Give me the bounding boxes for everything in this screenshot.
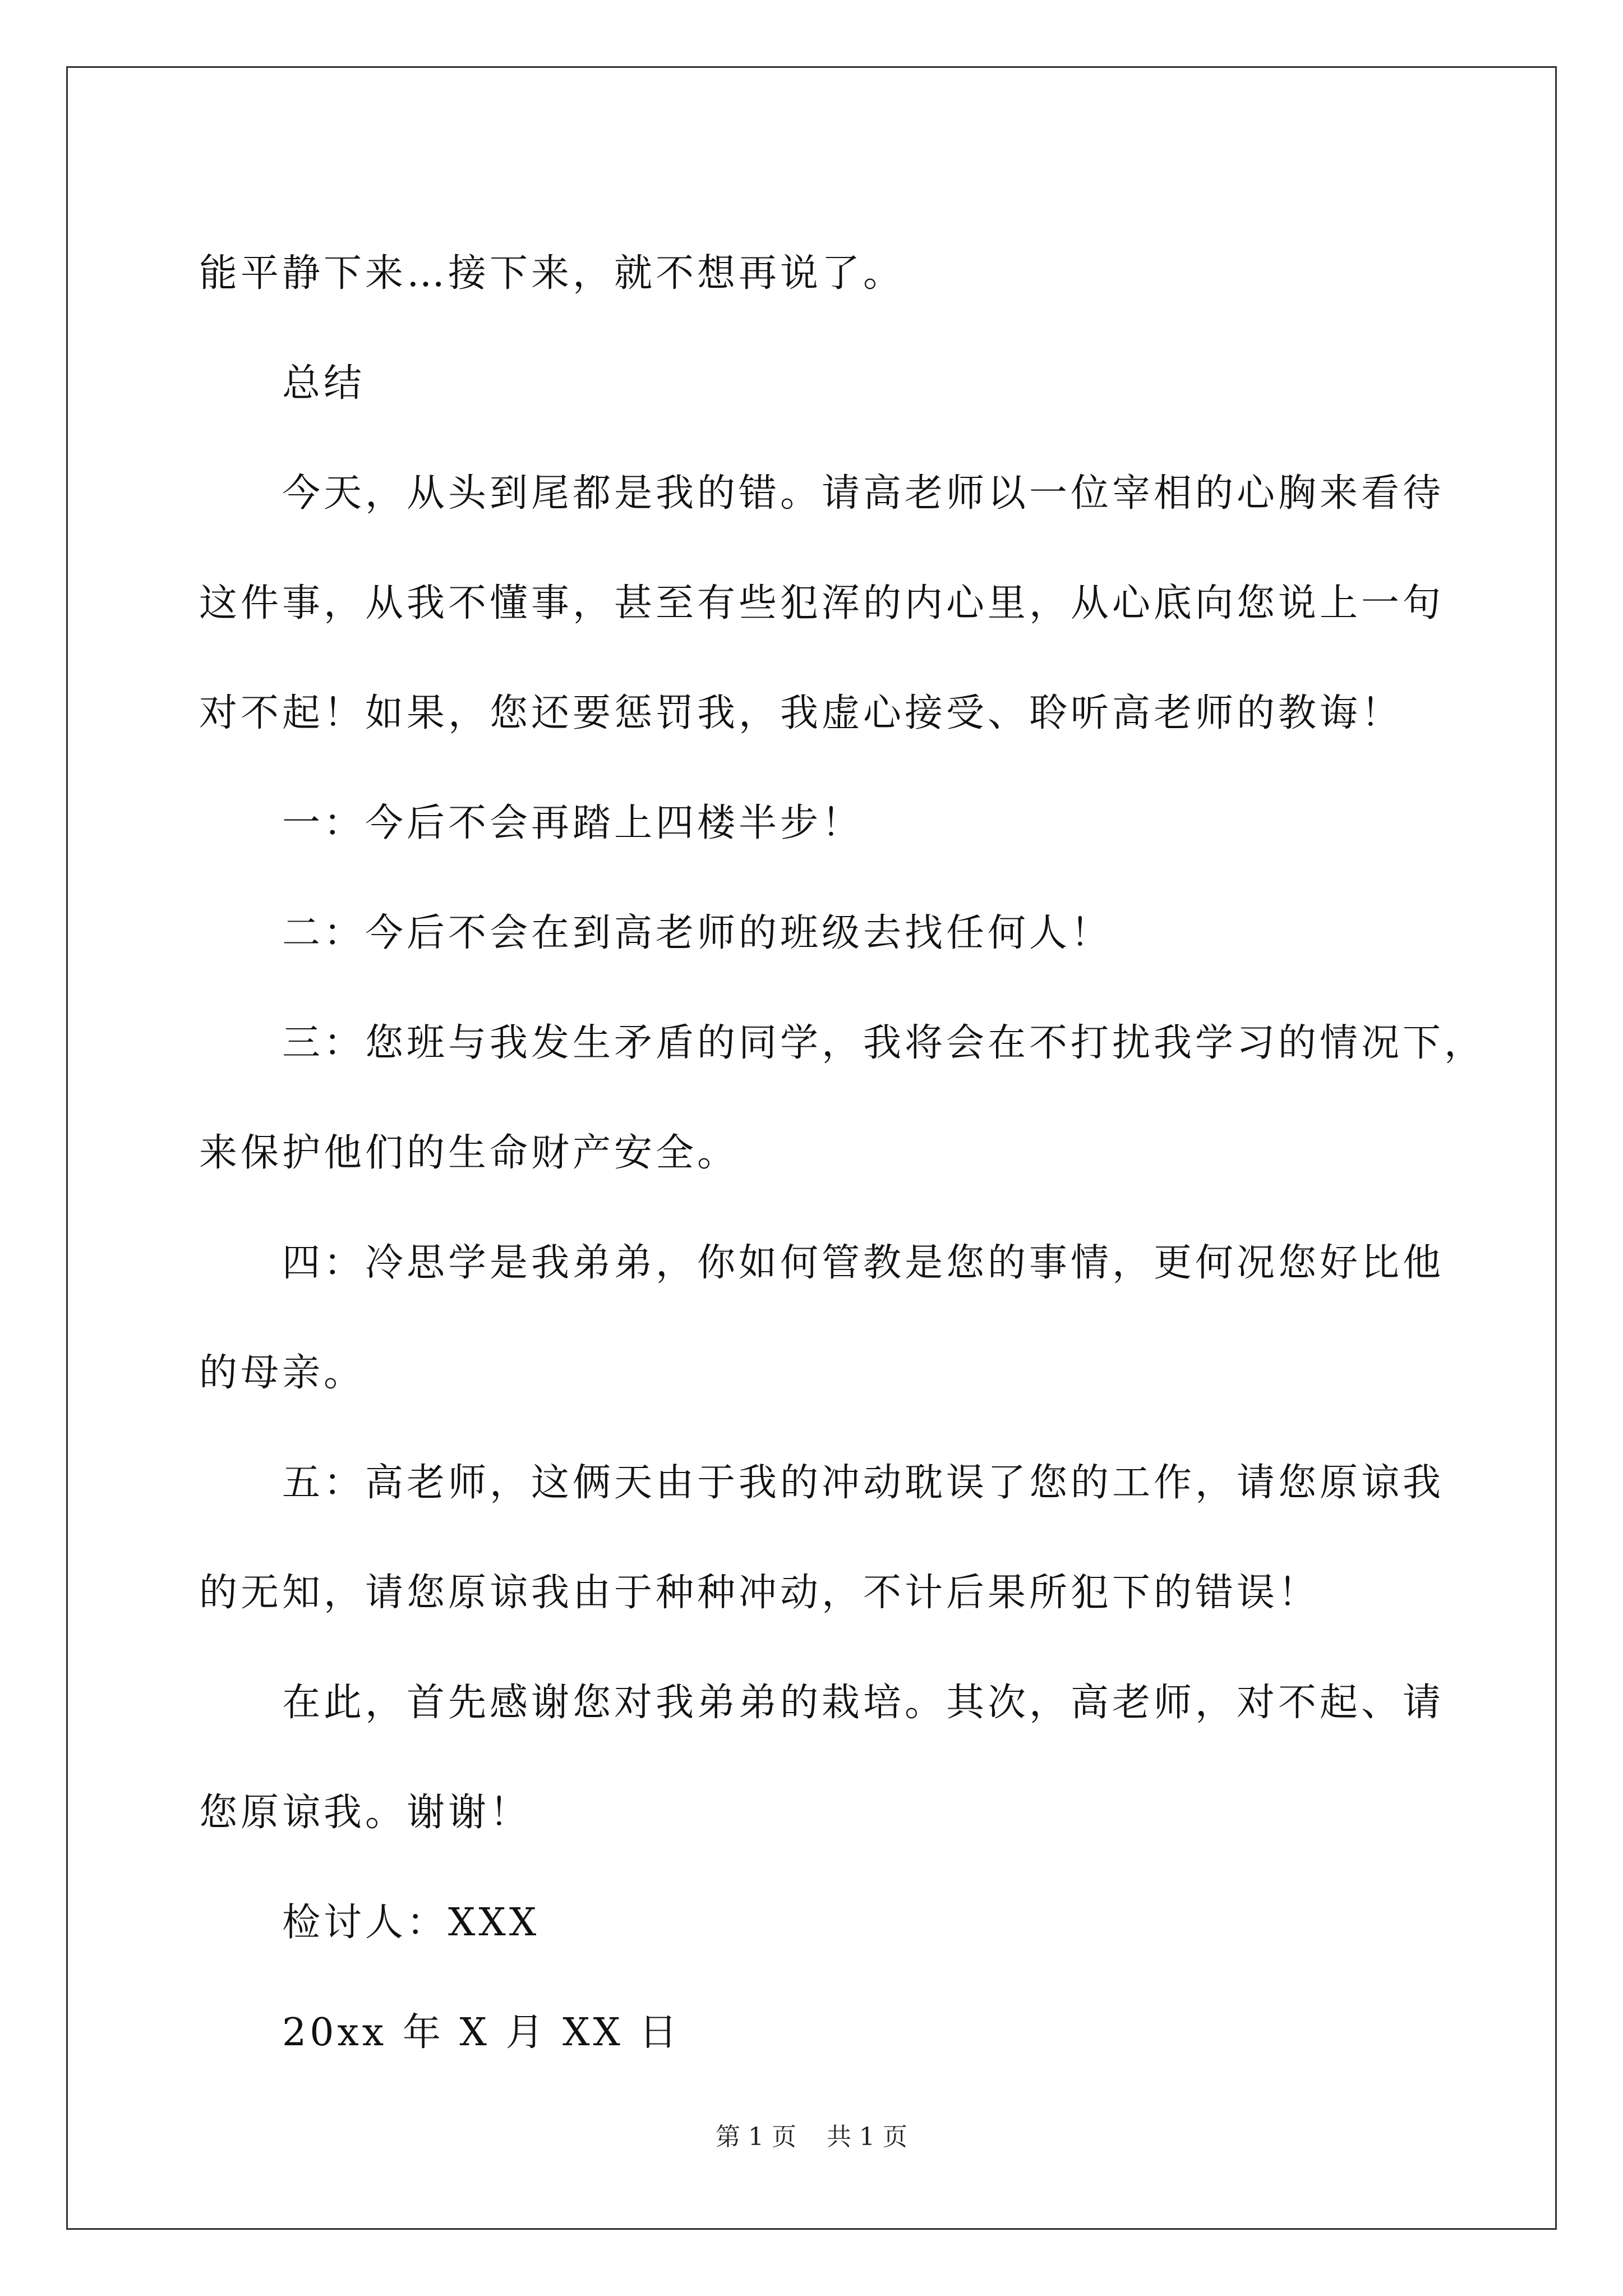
- paragraph-line: 在此，首先感谢您对我弟弟的栽培。其次，高老师，对不起、请: [282, 1681, 1445, 1725]
- section-heading-summary: 总结: [282, 361, 366, 406]
- paragraph-line: 的母亲。: [199, 1351, 366, 1395]
- list-item-2: 二：今后不会在到高老师的班级去找任何人！: [282, 911, 1113, 955]
- list-item-3: 三：您班与我发生矛盾的同学，我将会在不打扰我学习的情况下，: [282, 1021, 1486, 1065]
- page-total: 共 1 页: [827, 2123, 907, 2151]
- paragraph-line: 今天，从头到尾都是我的错。请高老师以一位宰相的心胸来看待: [282, 471, 1445, 516]
- list-item-1: 一：今后不会再踏上四楼半步！: [282, 801, 864, 845]
- paragraph-line: 能平静下来…接下来，就不想再说了。: [199, 251, 905, 296]
- date-line: 20xx 年 X 月 XX 日: [282, 2010, 681, 2055]
- list-item-5: 五：高老师，这俩天由于我的冲动耽误了您的工作，请您原谅我: [282, 1461, 1445, 1505]
- paragraph-line: 对不起！如果，您还要惩罚我，我虚心接受、聆听高老师的教诲！: [199, 691, 1403, 735]
- paragraph-line: 的无知，请您原谅我由于种种冲动，不计后果所犯下的错误！: [199, 1571, 1320, 1615]
- paragraph-line: 来保护他们的生命财产安全。: [199, 1131, 739, 1175]
- paragraph-line: 您原谅我。谢谢！: [199, 1791, 532, 1835]
- signature-line: 检讨人：XXX: [282, 1901, 540, 1945]
- page-number: 第 1 页: [716, 2123, 796, 2151]
- document-body: [199, 219, 1486, 2088]
- list-item-4: 四：冷思学是我弟弟，你如何管教是您的事情，更何况您好比他: [282, 1241, 1445, 1285]
- page-footer: [0, 2120, 1623, 2154]
- paragraph-line: 这件事，从我不懂事，甚至有些犯浑的内心里，从心底向您说上一句: [199, 581, 1445, 625]
